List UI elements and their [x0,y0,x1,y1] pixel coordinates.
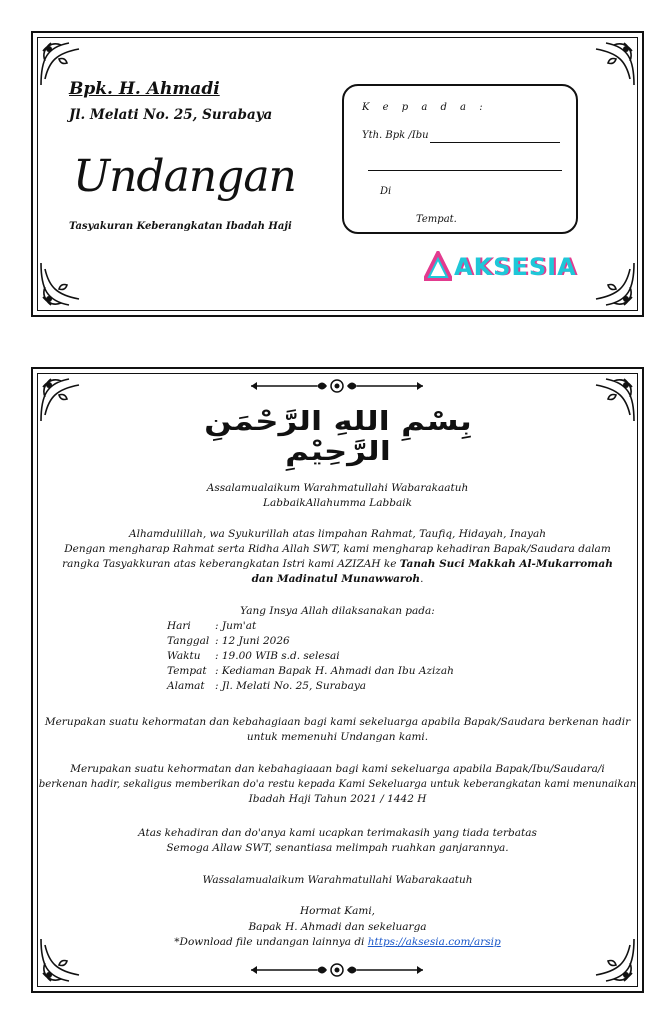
greeting-1: Assalamualaikum Warahmatullahi Wabarakaatuh [206,482,469,494]
para1-line1: Alhamdulillah, wa Syukurillah atas limpahan Rahmat, Taufiq, Hidayah, Inayah [129,528,546,540]
detail-row [167,619,256,634]
para1-line4 [43,572,632,587]
download-note-text: *Download file undangan lainnya di [174,936,368,948]
detail-label: Alamat [167,680,205,692]
detail-label: Waktu [167,650,201,662]
hormat-kami: Hormat Kami, [299,905,376,917]
detail-value: : Jl. Melati No. 25, Surabaya [215,680,367,692]
bismillah-text: بِسْمِ اللهِ الرَّحْمَنِ الرَّحِيْمِ [204,407,472,467]
recipient-tempat: Tempat. [416,214,457,225]
aksesia-logo-icon [424,251,452,281]
recipient-kepada: K e p a d a : [362,102,488,113]
para1-line3 [43,557,632,572]
recipient-yth: Yth. Bpk /Ibu [362,130,429,141]
signature: Bapak H. Ahmadi dan sekeluarga [248,921,427,933]
bottom-divider-ornament-icon [247,961,427,979]
top-divider-ornament-icon [247,377,427,395]
bismillah-calligraphy [193,407,483,467]
detail-value: : 12 Juni 2026 [215,635,290,647]
destination-text-2: dan Madinatul Munawwaroh [251,573,421,585]
corner-ornament-icon [588,39,636,87]
para4-line1: Atas kehadiran dan do'anya kami ucapkan terimakasih yang tiada terbatas [138,827,537,839]
detail-row [167,634,290,649]
para3-line1: Merupakan suatu kehormatan dan kebahagiaaan bagi kami sekeluarga apabila Bapak/Ibu/Saudara/i [70,763,605,775]
recipient-line [368,170,562,171]
closing-greeting: Wassalamualaikum Warahmatullahi Wabarakaatuh [202,874,473,886]
detail-row [167,664,454,679]
corner-ornament-icon [39,261,87,309]
detail-label: Hari [167,620,191,632]
para1-line4-end: . [420,573,424,585]
recipient-line [430,142,560,143]
detail-label: Tempat [167,665,207,677]
sender-address: Jl. Melati No. 25, Surabaya [69,107,273,123]
letter-card [31,367,644,993]
detail-row [167,649,340,664]
recipient-di: Di [380,186,392,197]
para2-line2: untuk memenuhi Undangan kami. [246,731,429,743]
aksesia-logo [424,251,624,285]
greeting-2: LabbaikAllahumma Labbaik [263,497,412,509]
detail-value: : Jum'at [215,620,257,632]
para1-line2: Dengan mengharap Rahmat serta Ridha Allah SWT, kami mengharap kehadiran Bapak/Saudara dalam [64,543,611,555]
detail-value: : Kediaman Bapak H. Ahmadi dan Ibu Azizah [215,665,454,677]
download-note [43,935,632,950]
destination-text: Tanah Suci Makkah Al-Mukarromah [399,558,613,570]
envelope-card [31,31,644,317]
para2-line1: Merupakan suatu kehormatan dan kebahagiaan bagi kami sekeluarga apabila Bapak/Saudara berkenan hadir [44,716,631,728]
envelope-subtitle: Tasyakuran Keberangkatan Ibadah Haji [69,221,292,232]
sender-name: Bpk. H. Ahmadi [69,79,220,99]
para1-line3-text: rangka Tasyakkuran atas keberangkatan Istri kami AZIZAH ke [62,558,400,570]
para3-line3: Ibadah Haji Tahun 2021 / 1442 H [248,793,427,805]
envelope-title: Undangan [73,151,296,202]
para3-line2: berkenan hadir, sekaligus memberikan do'a restu kepada Kami Sekeluarga untuk keberangkatan kami menunaikan [38,779,637,790]
detail-label: Tanggal [167,635,210,647]
detail-value: : 19.00 WIB s.d. selesai [215,650,340,662]
corner-ornament-icon [39,375,87,423]
intro-detail: Yang Insya Allah dilaksanakan pada: [240,605,435,617]
corner-ornament-icon [588,375,636,423]
logo-wordmark: AKSESIA [454,253,577,281]
download-link[interactable]: https://aksesia.com/arsip [367,936,501,948]
para4-line2: Semoga Allaw SWT, senantiasa melimpah ruahkan ganjarannya. [166,842,509,854]
detail-row [167,679,366,694]
recipient-box [342,84,578,234]
